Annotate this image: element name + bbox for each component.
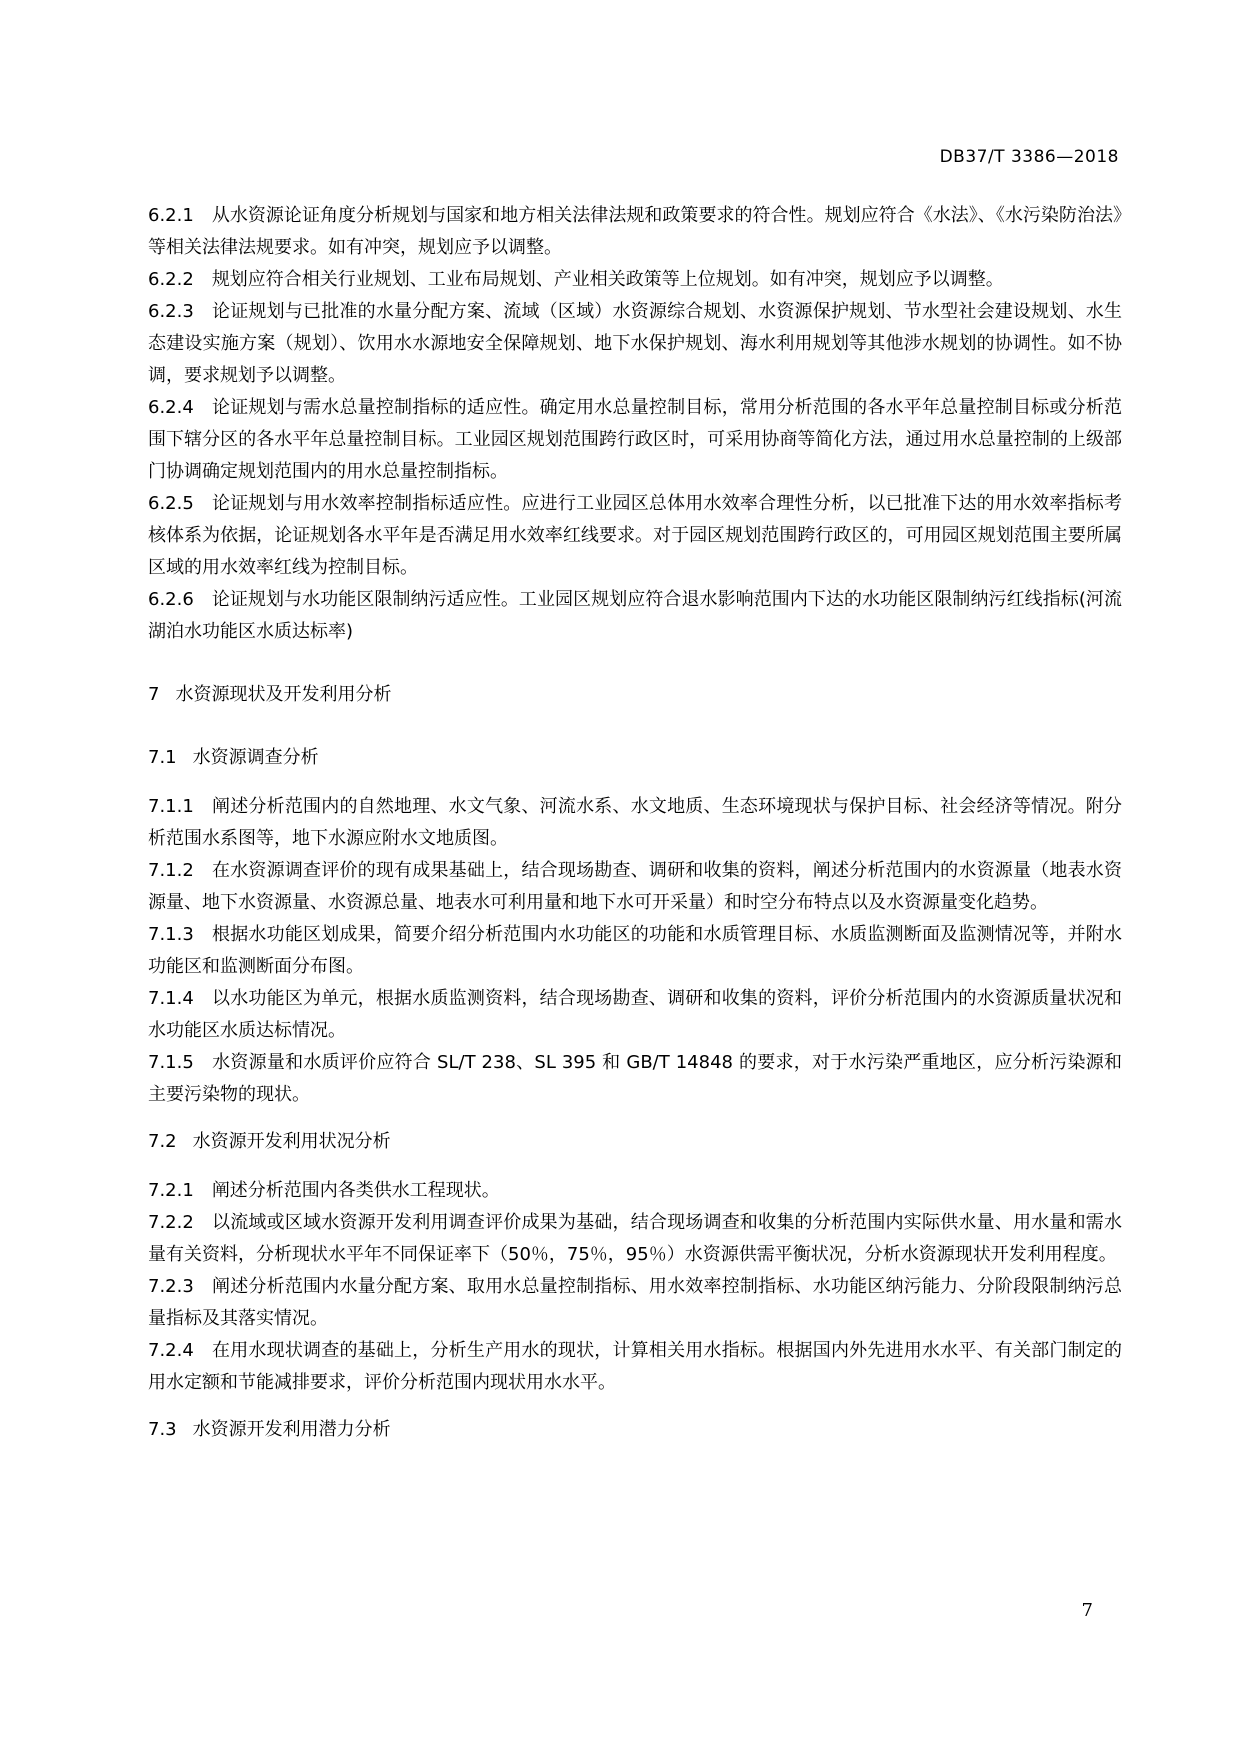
clause-text: 从水资源论证角度分析规划与国家和地方相关法律法规和政策要求的符合性。规划应符合《水法》、《水污染防治法》等相关法律法规要求。如有冲突，规划应予以调整。 xyxy=(148,205,1122,258)
heading-number: 7.2 xyxy=(148,1131,177,1152)
heading-text: 水资源开发利用状况分析 xyxy=(192,1131,391,1152)
clause-text: 以水功能区为单元，根据水质监测资料，结合现场勘查、调研和收集的资料，评价分析范围内的水资源质量状况和水功能区水质达标情况。 xyxy=(148,988,1122,1041)
heading-text: 水资源现状及开发利用分析 xyxy=(175,684,392,705)
heading-text: 水资源开发利用潜力分析 xyxy=(192,1419,391,1440)
clause-text: 论证规划与需水总量控制指标的适应性。确定用水总量控制目标，常用分析范围的各水平年总量控制目标或分析范围下辖分区的各水平年总量控制目标。工业园区规划范围跨行政区时，可采用协商等简化方法，通过用水总量控制的上级部门协调确定规划范围内的用水总量控制指标。 xyxy=(148,397,1122,482)
clause-text: 以流域或区域水资源开发利用调查评价成果为基础，结合现场调查和收集的分析范围内实际供水量、用水量和需水量有关资料，分析现状水平年不同保证率下（50％，75％，95％）水资源供需平衡状况，分析水资源现状开发利用程度。 xyxy=(148,1212,1122,1265)
clause-text: 在用水现状调查的基础上，分析生产用水的现状，计算相关用水指标。根据国内外先进用水水平、有关部门制定的用水定额和节能减排要求，评价分析范围内现状用水水平。 xyxy=(148,1340,1122,1393)
clause-7-2-4 xyxy=(148,1335,1122,1399)
clause-number: 7.2.4 xyxy=(148,1340,194,1361)
clause-7-1-4 xyxy=(148,983,1122,1047)
clause-number: 7.1.2 xyxy=(148,860,194,881)
clause-6-2-2 xyxy=(148,264,1122,296)
clause-6-2-6 xyxy=(148,584,1122,648)
heading-number: 7.3 xyxy=(148,1419,177,1440)
section-heading-7-3 xyxy=(148,1414,1122,1446)
clause-number: 7.2.1 xyxy=(148,1180,194,1201)
standard-code: DB37/T 3386—2018 xyxy=(939,147,1119,167)
clause-6-2-1 xyxy=(148,200,1122,264)
clause-6-2-3 xyxy=(148,296,1122,392)
heading-number: 7 xyxy=(148,684,160,705)
clause-text: 规划应符合相关行业规划、工业布局规划、产业相关政策等上位规划。如有冲突，规划应予以调整。 xyxy=(211,269,1004,290)
clause-number: 7.1.4 xyxy=(148,988,194,1009)
clause-text: 根据水功能区划成果，简要介绍分析范围内水功能区的功能和水质管理目标、水质监测断面及监测情况等，并附水功能区和监测断面分布图。 xyxy=(148,924,1122,977)
chapter-heading-7 xyxy=(148,679,1122,711)
clause-text: 阐述分析范围内的自然地理、水文气象、河流水系、水文地质、生态环境现状与保护目标、社会经济等情况。附分析范围水系图等，地下水源应附水文地质图。 xyxy=(148,796,1122,849)
clause-6-2-4 xyxy=(148,392,1122,488)
clause-text: 阐述分析范围内各类供水工程现状。 xyxy=(211,1180,500,1201)
heading-number: 7.1 xyxy=(148,747,177,768)
clause-text: 阐述分析范围内水量分配方案、取用水总量控制指标、用水效率控制指标、水功能区纳污能力、分阶段限制纳污总量指标及其落实情况。 xyxy=(148,1276,1122,1329)
page-number: 7 xyxy=(1081,1600,1093,1621)
clause-number: 6.2.3 xyxy=(148,301,194,322)
clause-number: 6.2.6 xyxy=(148,589,194,610)
clause-7-2-1 xyxy=(148,1175,1122,1207)
clause-7-2-2 xyxy=(148,1207,1122,1271)
clause-number: 7.1.1 xyxy=(148,796,194,817)
clause-number: 7.1.3 xyxy=(148,924,194,945)
heading-text: 水资源调查分析 xyxy=(192,747,319,768)
clause-7-1-1 xyxy=(148,791,1122,855)
clause-text: 论证规划与水功能区限制纳污适应性。工业园区规划应符合退水影响范围内下达的水功能区限制纳污红线指标(河流湖泊水功能区水质达标率) xyxy=(148,589,1122,642)
document-body xyxy=(148,200,1122,1463)
clause-number: 7.1.5 xyxy=(148,1052,194,1073)
clause-7-1-5 xyxy=(148,1047,1122,1111)
clause-number: 6.2.5 xyxy=(148,493,194,514)
clause-7-2-3 xyxy=(148,1271,1122,1335)
clause-7-1-3 xyxy=(148,919,1122,983)
clause-6-2-5 xyxy=(148,488,1122,584)
clause-text: 论证规划与用水效率控制指标适应性。应进行工业园区总体用水效率合理性分析，以已批准下达的用水效率指标考核体系为依据，论证规划各水平年是否满足用水效率红线要求。对于园区规划范围跨行政区的，可用园区规划范围主要所属区域的用水效率红线为控制目标。 xyxy=(148,493,1122,578)
clause-number: 7.2.2 xyxy=(148,1212,194,1233)
section-heading-7-1 xyxy=(148,742,1122,774)
clause-text: 在水资源调查评价的现有成果基础上，结合现场勘查、调研和收集的资料，阐述分析范围内的水资源量（地表水资源量、地下水资源量、水资源总量、地表水可利用量和地下水可开采量）和时空分布特点以及水资源量变化趋势。 xyxy=(148,860,1122,913)
clause-text: 水资源量和水质评价应符合 SL/T 238、SL 395 和 GB/T 14848 的要求，对于水污染严重地区，应分析污染源和主要污染物的现状。 xyxy=(148,1052,1122,1105)
section-heading-7-2 xyxy=(148,1126,1122,1158)
clause-number: 6.2.2 xyxy=(148,269,194,290)
clause-number: 6.2.1 xyxy=(148,205,194,226)
clause-text: 论证规划与已批准的水量分配方案、流域（区域）水资源综合规划、水资源保护规划、节水型社会建设规划、水生态建设实施方案（规划）、饮用水水源地安全保障规划、地下水保护规划、海水利用规划等其他涉水规划的协调性。如不协调，要求规划予以调整。 xyxy=(148,301,1122,386)
clause-number: 6.2.4 xyxy=(148,397,194,418)
clause-number: 7.2.3 xyxy=(148,1276,194,1297)
clause-7-1-2 xyxy=(148,855,1122,919)
